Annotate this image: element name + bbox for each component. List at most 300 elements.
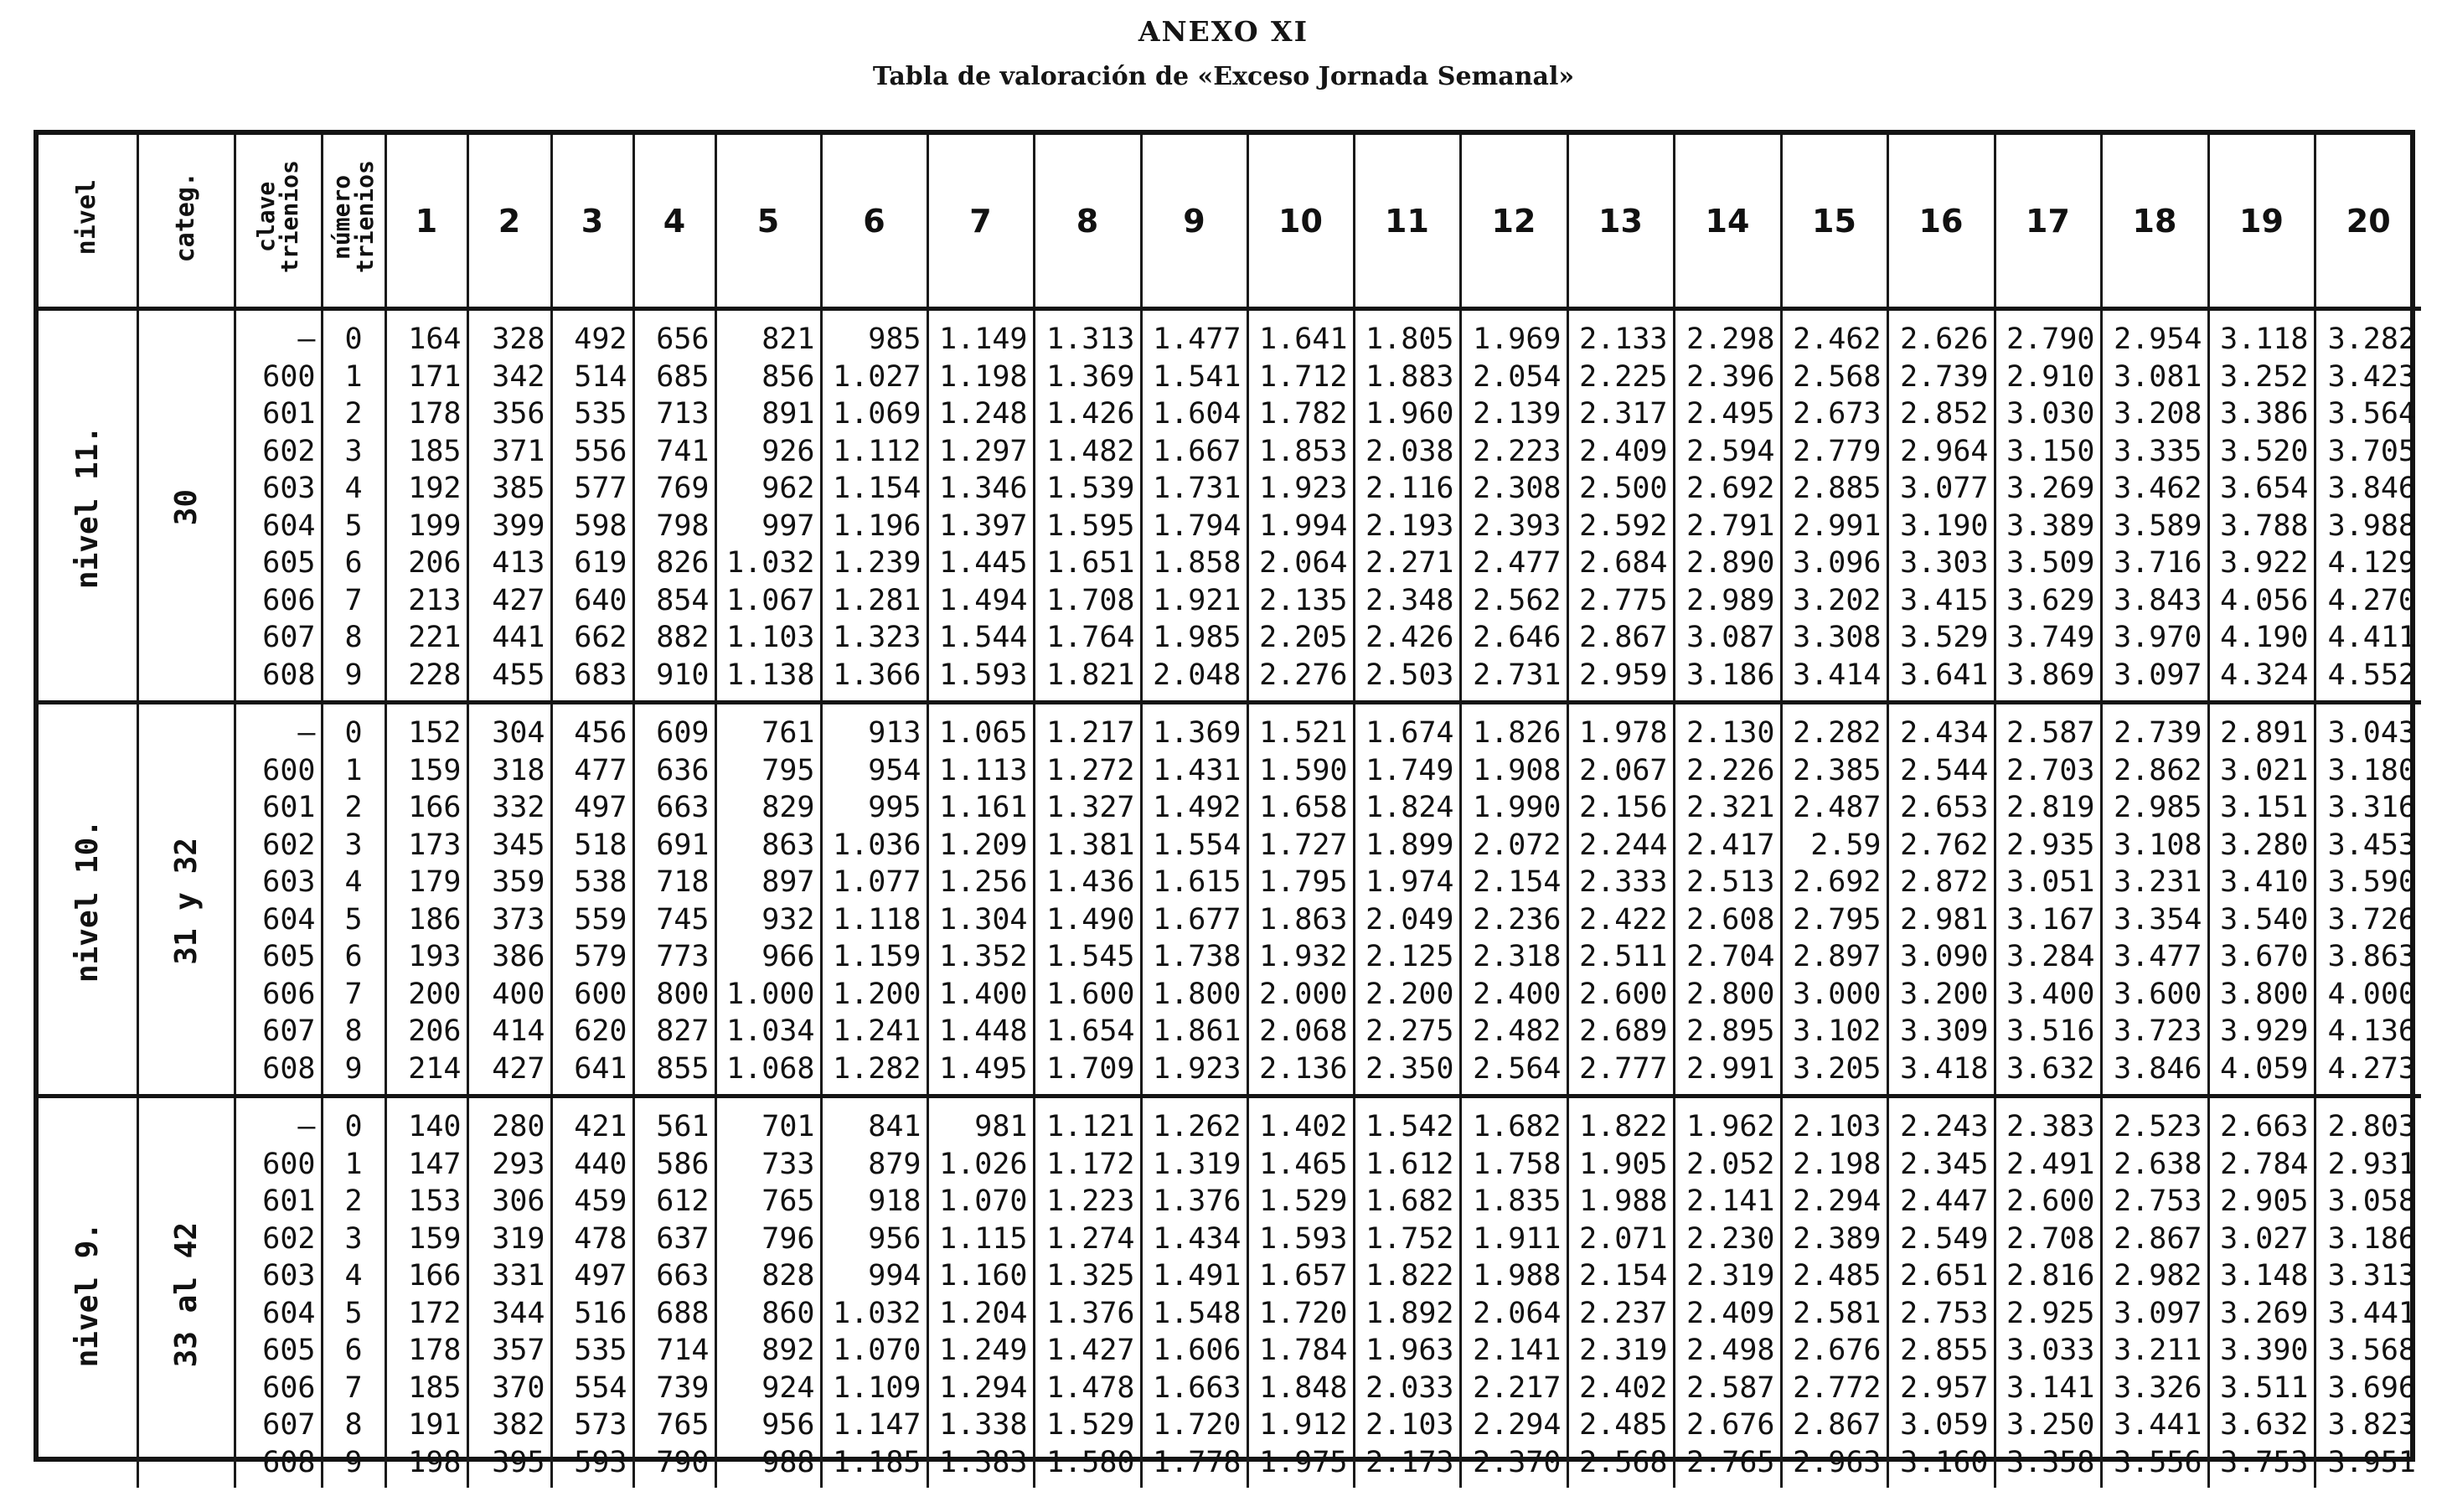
hour-1-value: 198 [408,1445,462,1479]
hour-11-value: 2.503 [1365,658,1454,692]
hour-18-value: 3.462 [2114,472,2202,505]
hour-4-value: 790 [656,1445,710,1479]
header-hour: 19 [2208,135,2315,309]
hour-13-column [1567,309,1674,703]
hour-9-value: 1.554 [1153,828,1242,862]
hour-15-value: 2.991 [1793,508,1882,543]
hour-18-value: 2.862 [2114,753,2202,787]
clave-trienios-value: 608 [262,1051,316,1086]
hour-11-value: 2.116 [1365,472,1454,505]
hour-15-value: 3.102 [1793,1014,1882,1048]
hour-16-value: 3.090 [1900,940,1989,973]
hour-13-value: 2.959 [1579,658,1668,692]
hour-19-value: 3.390 [2220,1334,2309,1367]
hour-3-column [551,1097,633,1489]
hour-11-value: 2.033 [1365,1370,1454,1405]
hour-4-value: 854 [656,583,710,617]
hour-16-value: 3.418 [1900,1051,1989,1086]
hour-18-value: 3.097 [2114,658,2202,692]
hour-10-value: 1.784 [1259,1334,1348,1367]
hour-13-value: 2.777 [1579,1051,1668,1086]
hour-19-value: 3.148 [2220,1259,2309,1293]
hour-7-value: 1.065 [939,716,1028,750]
hour-19-value: 3.027 [2220,1221,2309,1256]
hour-8-value: 1.490 [1046,902,1135,937]
hour-15-value: 2.581 [1793,1296,1882,1330]
hour-1-value: 171 [408,359,462,394]
hour-6-value: 1.241 [833,1014,921,1048]
hour-17-value: 2.819 [2006,791,2095,824]
hour-20-value: 3.846 [2327,472,2416,505]
hour-15-column [1781,1097,1887,1489]
page-subtitle: Tabla de valoración de «Exceso Jornada Semanal» [872,62,1575,91]
hour-20-value: 3.423 [2327,359,2416,394]
hour-8-value: 1.274 [1046,1221,1135,1256]
hour-6-value: 1.366 [833,658,921,692]
hour-5-value: 932 [761,902,815,937]
hour-10-value: 1.848 [1259,1370,1348,1405]
hour-9-value: 1.604 [1153,397,1242,431]
hour-19-value: 3.280 [2220,828,2309,862]
categ-cell [137,309,235,703]
hour-4-value: 739 [656,1370,710,1405]
hour-9-value: 1.262 [1153,1110,1242,1143]
hour-18-value: 2.985 [2114,791,2202,824]
hour-18-value: 3.326 [2114,1370,2202,1405]
hour-17-value: 2.491 [2006,1147,2095,1181]
hour-8-value: 1.478 [1046,1370,1135,1405]
hour-13-value: 2.317 [1579,397,1668,431]
clave-trienios-value: – [297,716,316,750]
hour-19-value: 3.151 [2220,791,2309,824]
hour-18-value: 3.108 [2114,828,2202,862]
hour-12-value: 1.835 [1473,1184,1562,1218]
hour-13-value: 2.071 [1579,1221,1668,1256]
clave-trienios-value: 604 [262,1296,316,1330]
hour-20-value: 4.273 [2327,1051,2416,1086]
clave-trienios-value: 606 [262,977,316,1011]
hour-17-column [1995,1097,2101,1489]
hour-11-value: 2.350 [1365,1051,1454,1086]
hour-8-value: 1.426 [1046,397,1135,431]
hour-3-value: 518 [574,828,627,862]
hour-5-value: 821 [761,323,815,356]
hour-20-value: 3.316 [2327,791,2416,824]
clave-trienios-column [235,1097,322,1489]
hour-4-value: 798 [656,508,710,543]
nivel-cell [39,309,137,703]
hour-7-value: 1.400 [939,977,1028,1011]
hour-5-value: 1.000 [726,977,815,1011]
clave-trienios-value: 608 [262,1445,316,1479]
hour-12-value: 2.731 [1473,658,1562,692]
hour-13-value: 2.511 [1579,940,1668,973]
hour-7-value: 1.294 [939,1370,1028,1405]
hour-12-value: 2.308 [1473,472,1562,505]
hour-12-value: 1.682 [1473,1110,1562,1143]
hour-20-value: 3.590 [2327,865,2416,899]
hour-19-value: 3.800 [2220,977,2309,1011]
hour-13-value: 2.237 [1579,1296,1668,1330]
hour-3-value: 579 [574,940,627,973]
hour-13-value: 1.988 [1579,1184,1668,1218]
hour-1-value: 173 [408,828,462,862]
numero-trienios-value: 3 [344,434,363,468]
hour-13-value: 2.684 [1579,546,1668,580]
hour-12-value: 2.236 [1473,902,1562,937]
hour-4-value: 636 [656,753,710,787]
header-hour: 12 [1460,135,1567,309]
hour-13-value: 2.154 [1579,1259,1668,1293]
hour-9-value: 1.667 [1153,434,1242,468]
hour-16-value: 2.651 [1900,1259,1989,1293]
hour-20-value: 4.552 [2327,658,2416,692]
categ-cell [137,703,235,1097]
hour-7-value: 1.397 [939,508,1028,543]
hour-10-value: 1.712 [1259,359,1348,394]
clave-trienios-value: 607 [262,621,316,654]
numero-trienios-column [322,703,385,1097]
hour-9-value: 1.923 [1153,1051,1242,1086]
header-hour: 1 [385,135,467,309]
hour-18-value: 3.723 [2114,1014,2202,1048]
hour-13-column [1567,1097,1674,1489]
hour-20-value: 3.282 [2327,323,2416,356]
numero-trienios-value: 2 [344,1184,363,1218]
categ-label: 30 [168,488,204,526]
hour-10-value: 1.465 [1259,1147,1348,1181]
hour-10-value: 2.064 [1259,546,1348,580]
hour-6-value: 1.239 [833,546,921,580]
hour-11-value: 1.883 [1365,359,1454,394]
hour-19-value: 3.922 [2220,546,2309,580]
hour-12-value: 2.393 [1473,508,1562,543]
hour-17-value: 3.509 [2006,546,2095,580]
hour-4-value: 685 [656,359,710,394]
hour-8-value: 1.313 [1046,323,1135,356]
hour-20-value: 3.313 [2327,1259,2416,1293]
hour-4-value: 688 [656,1296,710,1330]
numero-trienios-value: 1 [344,1147,363,1181]
hour-7-value: 1.113 [939,753,1028,787]
hour-19-value: 2.891 [2220,716,2309,750]
clave-trienios-value: 602 [262,434,316,468]
hour-6-value: 1.069 [833,397,921,431]
hour-11-value: 2.125 [1365,940,1454,973]
hour-20-value: 3.564 [2327,397,2416,431]
hour-2-value: 280 [492,1110,545,1143]
hour-16-value: 3.415 [1900,583,1989,617]
hour-17-value: 2.925 [2006,1296,2095,1330]
hour-16-value: 3.160 [1900,1445,1989,1479]
hour-9-value: 1.794 [1153,508,1242,543]
hour-17-value: 3.400 [2006,977,2095,1011]
hour-8-value: 1.651 [1046,546,1135,580]
hour-14-value: 2.513 [1686,865,1775,899]
hour-4-value: 882 [656,621,710,654]
hour-5-value: 924 [761,1370,815,1405]
hour-18-value: 3.970 [2114,621,2202,654]
hour-5-value: 926 [761,434,815,468]
hour-10-value: 2.068 [1259,1014,1348,1048]
hour-9-value: 1.431 [1153,753,1242,787]
hour-3-value: 492 [574,323,627,356]
hour-4-value: 773 [656,940,710,973]
hour-15-value: 2.198 [1793,1147,1882,1181]
hour-14-value: 2.409 [1686,1296,1775,1330]
hour-2-value: 319 [492,1221,545,1256]
clave-trienios-value: 605 [262,1334,316,1367]
hour-11-value: 1.892 [1365,1296,1454,1330]
hour-17-column [1995,309,2101,703]
hour-17-value: 3.284 [2006,940,2095,973]
hour-18-value: 3.335 [2114,434,2202,468]
hour-17-value: 3.632 [2006,1051,2095,1086]
hour-8-value: 1.595 [1046,508,1135,543]
hour-12-value: 2.294 [1473,1408,1562,1442]
numero-trienios-value: 9 [344,658,363,692]
hour-1-value: 185 [408,1370,462,1405]
hour-4-value: 826 [656,546,710,580]
hour-13-value: 2.568 [1579,1445,1668,1479]
hour-6-value: 1.027 [833,359,921,394]
hour-16-value: 3.200 [1900,977,1989,1011]
hour-9-value: 1.858 [1153,546,1242,580]
hour-19-value: 3.632 [2220,1408,2309,1442]
header-hour: 14 [1674,135,1781,309]
clave-trienios-value: 603 [262,1259,316,1293]
hour-14-value: 2.230 [1686,1221,1775,1256]
hour-20-value: 3.951 [2327,1445,2416,1479]
hour-8-value: 1.272 [1046,753,1135,787]
hour-13-value: 2.225 [1579,359,1668,394]
hour-20-value: 4.411 [2327,621,2416,654]
hour-10-value: 1.782 [1259,397,1348,431]
hour-12-value: 2.154 [1473,865,1562,899]
clave-trienios-value: 606 [262,583,316,617]
hour-1-value: 185 [408,434,462,468]
hour-9-value: 1.319 [1153,1147,1242,1181]
hour-5-value: 1.103 [726,621,815,654]
hour-4-value: 663 [656,791,710,824]
hour-1-value: 147 [408,1147,462,1181]
hour-8-value: 1.764 [1046,621,1135,654]
hour-11-value: 2.049 [1365,902,1454,937]
hour-8-value: 1.545 [1046,940,1135,973]
hour-4-column [633,309,715,703]
hour-1-value: 214 [408,1051,462,1086]
hour-13-value: 2.500 [1579,472,1668,505]
hour-16-value: 3.529 [1900,621,1989,654]
hour-3-value: 478 [574,1221,627,1256]
hour-12-value: 2.217 [1473,1370,1562,1405]
hour-4-value: 637 [656,1221,710,1256]
hour-17-value: 3.358 [2006,1445,2095,1479]
hour-6-value: 1.200 [833,977,921,1011]
hour-6-value: 995 [868,791,921,824]
header-numero-trienios: número trienios [322,135,385,309]
hour-11-value: 1.805 [1365,323,1454,356]
hour-5-value: 1.068 [726,1051,815,1086]
hour-6-value: 1.070 [833,1334,921,1367]
hour-15-value: 2.692 [1793,865,1882,899]
hour-10-value: 1.402 [1259,1110,1348,1143]
numero-trienios-column [322,309,385,703]
hour-4-value: 718 [656,865,710,899]
hour-20-value: 3.180 [2327,753,2416,787]
hour-2-value: 370 [492,1370,545,1405]
hour-6-value: 841 [868,1110,921,1143]
hour-15-value: 2.673 [1793,397,1882,431]
hour-12-value: 1.969 [1473,323,1562,356]
hour-14-value: 2.765 [1686,1445,1775,1479]
hour-1-value: 192 [408,472,462,505]
hour-15-value: 3.000 [1793,977,1882,1011]
hour-17-value: 3.033 [2006,1334,2095,1367]
hour-4-value: 612 [656,1184,710,1218]
numero-trienios-value: 2 [344,791,363,824]
hour-5-value: 701 [761,1110,815,1143]
hour-13-value: 2.867 [1579,621,1668,654]
hour-15-value: 2.885 [1793,472,1882,505]
clave-trienios-value: 601 [262,1184,316,1218]
hour-15-column [1781,309,1887,703]
hour-14-value: 2.587 [1686,1370,1775,1405]
header-hour: 10 [1247,135,1354,309]
hour-2-value: 414 [492,1014,545,1048]
header-hour: 18 [2101,135,2208,309]
hour-6-value: 1.109 [833,1370,921,1405]
hour-6-value: 1.281 [833,583,921,617]
hour-14-column [1674,703,1781,1097]
hour-17-value: 3.389 [2006,508,2095,543]
hour-8-value: 1.121 [1046,1110,1135,1143]
hour-17-value: 3.516 [2006,1014,2095,1048]
hour-16-value: 2.981 [1900,902,1989,937]
hour-18-value: 3.843 [2114,583,2202,617]
hour-4-value: 741 [656,434,710,468]
hour-16-value: 2.872 [1900,865,1989,899]
hour-3-value: 641 [574,1051,627,1086]
hour-5-value: 829 [761,791,815,824]
hour-9-value: 1.738 [1153,940,1242,973]
numero-trienios-value: 5 [344,902,363,937]
hour-8-value: 1.376 [1046,1296,1135,1330]
hour-10-value: 1.994 [1259,508,1348,543]
hour-12-value: 2.646 [1473,621,1562,654]
hour-20-value: 3.726 [2327,902,2416,937]
hour-20-column [2315,309,2421,703]
numero-trienios-value: 7 [344,977,363,1011]
hour-12-value: 2.318 [1473,940,1562,973]
hour-9-column [1141,1097,1247,1489]
header-hour: 9 [1141,135,1247,309]
hour-12-value: 2.400 [1473,977,1562,1011]
hour-17-value: 2.587 [2006,716,2095,750]
hour-11-value: 1.822 [1365,1259,1454,1293]
hour-11-value: 2.038 [1365,434,1454,468]
hour-8-column [1034,703,1141,1097]
hour-5-value: 1.067 [726,583,815,617]
hour-11-value: 1.974 [1365,865,1454,899]
hour-6-value: 1.118 [833,902,921,937]
clave-trienios-column [235,309,322,703]
hour-1-value: 140 [408,1110,462,1143]
hour-4-value: 910 [656,658,710,692]
hour-12-value: 2.370 [1473,1445,1562,1479]
hour-17-value: 2.935 [2006,828,2095,862]
hour-17-value: 3.250 [2006,1408,2095,1442]
hour-10-column [1247,309,1354,703]
hour-1-value: 191 [408,1408,462,1442]
hour-16-value: 3.641 [1900,658,1989,692]
hour-1-value: 206 [408,546,462,580]
hour-7-value: 1.198 [939,359,1028,394]
hour-7-value: 1.248 [939,397,1028,431]
hour-16-value: 2.957 [1900,1370,1989,1405]
numero-trienios-column [322,1097,385,1489]
table-body [39,309,2421,1489]
hour-18-value: 2.867 [2114,1221,2202,1256]
hour-6-value: 1.154 [833,472,921,505]
hour-13-value: 2.402 [1579,1370,1668,1405]
hour-14-column [1674,1097,1781,1489]
hour-19-value: 3.410 [2220,865,2309,899]
hour-10-value: 2.205 [1259,621,1348,654]
hour-13-value: 2.485 [1579,1408,1668,1442]
hour-5-value: 765 [761,1184,815,1218]
hour-16-value: 2.964 [1900,434,1989,468]
hour-11-value: 1.752 [1365,1221,1454,1256]
hour-16-value: 2.243 [1900,1110,1989,1143]
hour-16-value: 2.434 [1900,716,1989,750]
hour-2-value: 344 [492,1296,545,1330]
hour-2-column [467,309,551,703]
hour-14-value: 2.676 [1686,1408,1775,1442]
hour-14-value: 2.141 [1686,1184,1775,1218]
header-hour: 3 [551,135,633,309]
numero-trienios-value: 5 [344,508,363,543]
hour-3-value: 683 [574,658,627,692]
hour-3-value: 497 [574,791,627,824]
hour-19-value: 2.905 [2220,1184,2309,1218]
hour-3-column [551,309,633,703]
hour-15-value: 2.568 [1793,359,1882,394]
hour-17-value: 2.790 [2006,323,2095,356]
hour-9-value: 1.800 [1153,977,1242,1011]
hour-20-column [2315,703,2421,1097]
hour-2-value: 455 [492,658,545,692]
hour-10-value: 1.932 [1259,940,1348,973]
hour-7-column [927,703,1034,1097]
hour-5-value: 795 [761,753,815,787]
clave-trienios-value: 606 [262,1370,316,1405]
hour-5-value: 761 [761,716,815,750]
hour-16-value: 3.309 [1900,1014,1989,1048]
hour-4-value: 714 [656,1334,710,1367]
hour-16-value: 2.739 [1900,359,1989,394]
header-hour: 4 [633,135,715,309]
hour-19-value: 4.324 [2220,658,2309,692]
numero-trienios-value: 0 [344,1110,363,1143]
header-hour: 8 [1034,135,1141,309]
nivel-label: nivel 9. [70,1221,105,1368]
numero-trienios-value: 1 [344,359,363,394]
hour-5-value: 891 [761,397,815,431]
hour-12-value: 1.908 [1473,753,1562,787]
hour-3-value: 535 [574,1334,627,1367]
hour-14-value: 2.498 [1686,1334,1775,1367]
